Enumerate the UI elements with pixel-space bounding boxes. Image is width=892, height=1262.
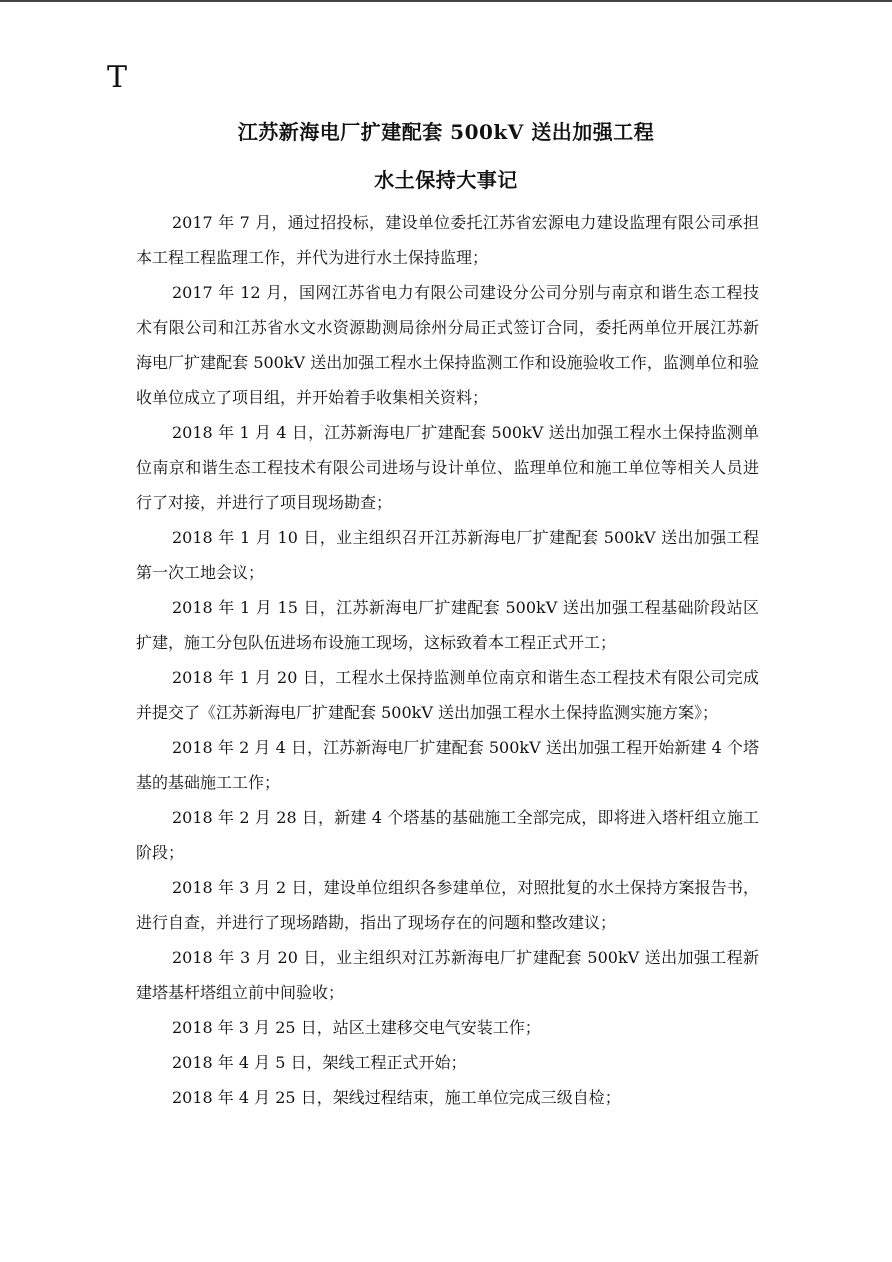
corner-mark: T [107,60,128,95]
event-entry: 2017 年 12 月，国网江苏省电力有限公司建设分公司分别与南京和谐生态工程技术有限公司和江苏省水文水资源勘测局徐州分局正式签订合同，委托两单位开展江苏新海电厂扩建配套 500kV 送出加强工程水土保持监测工作和设施验收工作，监测单位和验收单位成立了项目组，并开始着手收集相关资料； [136,283,759,407]
event-entry: 2018 年 1 月 20 日，工程水土保持监测单位南京和谐生态工程技术有限公司完成并提交了《江苏新海电厂扩建配套 500kV 送出加强工程水土保持监测实施方案》； [136,668,759,722]
document-subtitle: 水土保持大事记 [374,168,518,192]
event-entry: 2018 年 2 月 4 日，江苏新海电厂扩建配套 500kV 送出加强工程开始新建 4 个塔基的基础施工工作； [136,738,759,792]
event-entry: 2018 年 2 月 28 日，新建 4 个塔基的基础施工全部完成，即将进入塔杆组立施工阶段； [136,808,759,862]
page-top-border [0,0,892,2]
document-body [136,205,759,1115]
document-title: 江苏新海电厂扩建配套 500kV 送出加强工程 [237,120,655,144]
event-entry: 2018 年 3 月 2 日，建设单位组织各参建单位，对照批复的水土保持方案报告书，进行自查，并进行了现场踏勘，指出了现场存在的问题和整改建议； [136,878,759,932]
event-entry: 2018 年 1 月 15 日，江苏新海电厂扩建配套 500kV 送出加强工程基础阶段站区扩建，施工分包队伍进场布设施工现场，这标致着本工程正式开工； [136,598,759,652]
event-entry: 2018 年 1 月 4 日，江苏新海电厂扩建配套 500kV 送出加强工程水土保持监测单位南京和谐生态工程技术有限公司进场与设计单位、监理单位和施工单位等相关人员进行了对接，并进行了项目现场勘查； [136,423,759,512]
event-entry: 2018 年 4 月 25 日，架线过程结束，施工单位完成三级自检； [172,1088,621,1107]
event-entry: 2018 年 4 月 5 日，架线工程正式开始； [172,1053,467,1072]
event-entry: 2018 年 3 月 20 日，业主组织对江苏新海电厂扩建配套 500kV 送出加强工程新建塔基杆塔组立前中间验收； [136,948,759,1002]
event-entry: 2018 年 1 月 10 日，业主组织召开江苏新海电厂扩建配套 500kV 送出加强工程第一次工地会议； [136,528,759,582]
event-entry: 2018 年 3 月 25 日，站区土建移交电气安装工作； [172,1018,541,1037]
event-entry: 2017 年 7 月，通过招投标，建设单位委托江苏省宏源电力建设监理有限公司承担本工程工程监理工作，并代为进行水土保持监理； [136,213,759,267]
